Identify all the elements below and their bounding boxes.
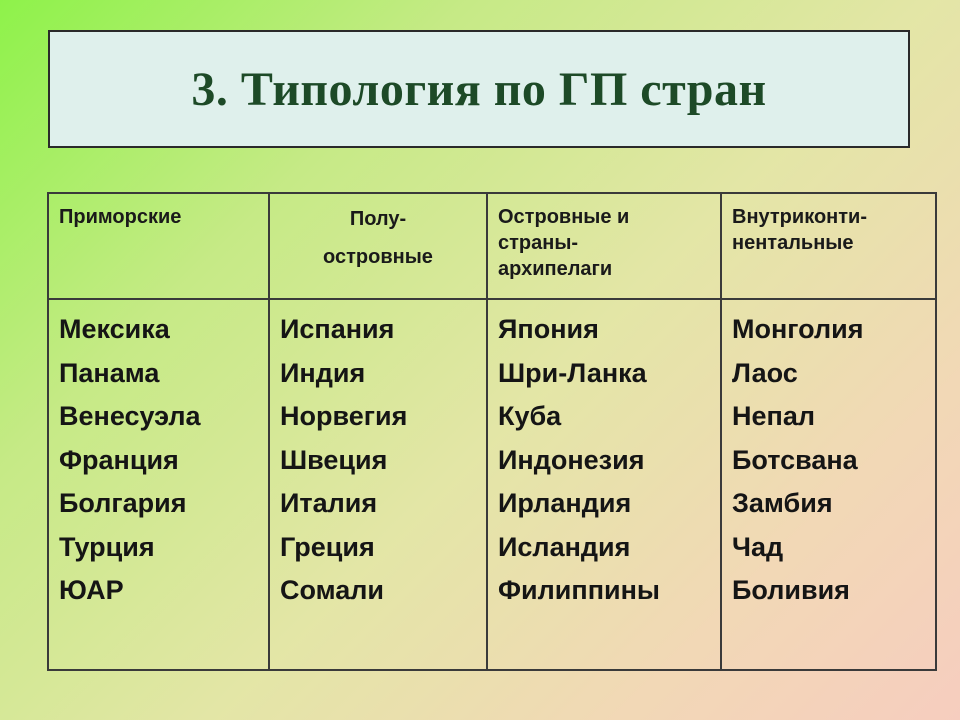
peninsular-list (270, 300, 486, 613)
landlocked-list (722, 300, 935, 613)
list-item: Куба (498, 401, 562, 431)
list-item: Венесуэла (59, 401, 201, 431)
list-item: Филиппины (498, 575, 660, 605)
header-line: Внутриконти- (732, 206, 867, 228)
list-item: Шри-Ланка (498, 357, 647, 388)
list-item: Индонезия (498, 444, 645, 475)
header-coastal (49, 194, 268, 230)
header-cell-island (487, 193, 721, 299)
list-item: Мексика (59, 314, 170, 344)
header-cell-coastal (48, 193, 269, 299)
header-row (48, 193, 936, 299)
list-item: Панама (59, 357, 160, 388)
cell-island-countries (487, 299, 721, 670)
cell-landlocked-countries (721, 299, 936, 670)
list-item: Болгария (59, 488, 187, 518)
list-item: Монголия (732, 314, 864, 344)
list-item: Исландия (498, 531, 631, 562)
list-item: Чад (732, 531, 784, 562)
list-item: Турция (59, 531, 155, 562)
title-box (48, 30, 910, 148)
header-line: нентальные (732, 232, 854, 254)
header-line: архипелаги (498, 258, 613, 280)
slide-title: 3. Типология по ГП стран (191, 62, 767, 116)
list-item: Замбия (732, 488, 833, 518)
header-peninsular (270, 194, 486, 276)
list-item: Италия (280, 488, 378, 518)
cell-peninsular-countries (269, 299, 487, 670)
list-item: Сомали (280, 575, 385, 605)
list-item: ЮАР (59, 575, 124, 605)
header-line: островные (323, 246, 433, 268)
list-item: Франция (59, 444, 179, 475)
header-landlocked (722, 194, 935, 256)
cell-coastal-countries (48, 299, 269, 670)
list-item: Непал (732, 401, 815, 431)
header-cell-peninsular (269, 193, 487, 299)
list-item: Ботсвана (732, 444, 858, 475)
list-item: Испания (280, 314, 395, 344)
header-line: Полу- (349, 208, 407, 230)
list-item: Боливия (732, 575, 850, 605)
list-item: Индия (280, 357, 366, 388)
list-item: Япония (498, 314, 599, 344)
list-item: Норвегия (280, 401, 408, 431)
country-typology-table (47, 192, 937, 671)
list-item: Швеция (280, 444, 388, 475)
header-island (488, 194, 720, 282)
header-cell-landlocked (721, 193, 936, 299)
island-list (488, 300, 720, 613)
header-line: Приморские (59, 206, 182, 228)
list-item: Лаос (732, 357, 798, 388)
list-item: Греция (280, 531, 375, 562)
coastal-list (49, 300, 268, 613)
header-line: Островные и (498, 206, 630, 228)
countries-row (48, 299, 936, 670)
header-line: страны- (498, 232, 579, 254)
list-item: Ирландия (498, 488, 632, 518)
